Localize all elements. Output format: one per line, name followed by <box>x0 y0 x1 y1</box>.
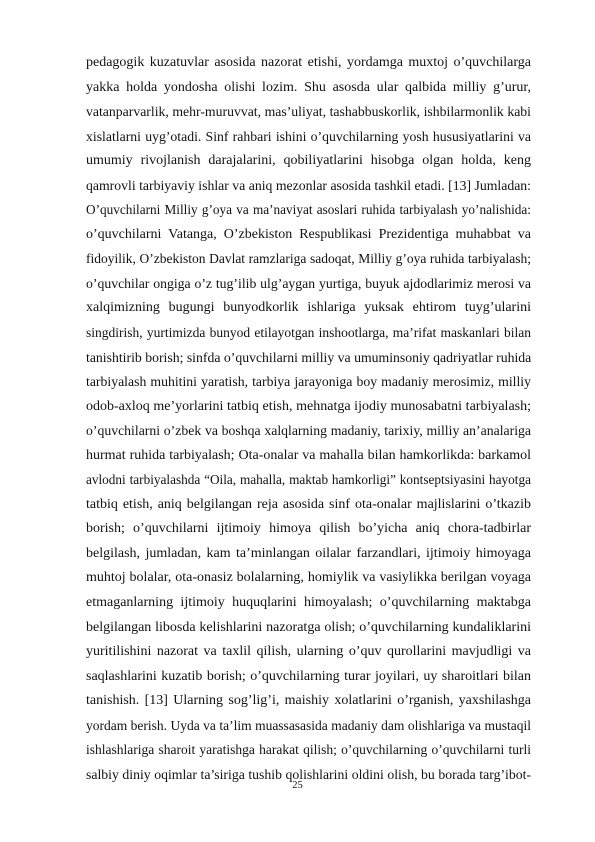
text-line: pedagogik kuzatuvlar asosida nazorat etishi, yordamga muxtoj o’quvchilarga <box>86 55 531 70</box>
text-line: yordam berish. Uyda va ta’lim muassasasida madaniy dam olishlariga va mustaqil <box>86 717 531 733</box>
text-line: yuritilishini nazorat va taxlil qilish, ularning o’quv qurollarini mavjudligi va <box>86 644 531 660</box>
text-line: tatbiq etish, aniq belgilangan reja asosida sinf ota-onalar majlislarini o’tkazib <box>86 496 531 512</box>
text-line: vatanparvarlik, mehr-muruvvat, mas’uliyat, tashabbuskorlik, ishbilarmonlik kabi <box>86 104 531 120</box>
text-line: umumiy rivojlanish darajalarini, qobiliyatlarini hisobga olgan holda, keng <box>86 153 531 169</box>
body-text <box>86 51 531 787</box>
text-line: belgilash, jumladan, kam ta’minlangan oilalar farzandlari, ijtimoiy himoyaga <box>86 545 531 561</box>
text-line: hurmat ruhida tarbiyalash; Ota-onalar va mahalla bilan hamkorlikda: barkamol <box>86 447 531 463</box>
text-line: avlodni tarbiyalashda “Oila, mahalla, maktab hamkorligi” kontseptsiyasini hayotga <box>86 472 531 488</box>
text-line: singdirish, yurtimizda bunyod etilayotgan inshootlarga, ma’rifat maskanlari bilan <box>86 325 531 341</box>
text-line: etmaganlarning ijtimoiy huquqlarini himoyalash; o’quvchilarning maktabga <box>86 595 531 611</box>
text-line: salbiy diniy oqimlar ta’siriga tushib qolishlarini oldini olish, bu borada targ’ibot- <box>86 766 531 782</box>
text-line: xislatlarni uyg’otadi. Sinf rahbari ishini o’quvchilarning yosh hususiyatlarini va <box>86 128 531 144</box>
text-line: ishlashlariga sharoit yaratishga harakat qilish; o’quvchilarning o’quvchilarni turli <box>86 742 531 758</box>
text-line: O’quvchilarni Milliy g’oya va ma’naviyat asoslari ruhida tarbiyalash yo’nalishida: <box>86 202 531 218</box>
text-line: belgilangan libosda kelishlarini nazoratga olish; o’quvchilarning kundaliklarini <box>86 619 531 635</box>
text-line: odob-axloq me’yorlarini tatbiq etish, mehnatga ijodiy munosabatni tarbiyalash; <box>86 398 531 414</box>
text-line: o’quvchilarni Vatanga, O’zbekiston Respublikasi Prezidentiga muhabbat va <box>86 226 531 242</box>
text-line: tanishish. [13] Ularning sog’lig’i, maishiy xolatlarini o’rganish, yaxshilashga <box>86 693 531 709</box>
text-line: xalqimizning bugungi bunyodkorlik ishlariga yuksak ehtirom tuyg’ularini <box>86 300 531 316</box>
text-line: muhtoj bolalar, ota-onasiz bolalarning, homiylik va vasiylikka berilgan voyaga <box>86 570 531 586</box>
text-line: borish; o’quvchilarni ijtimoiy himoya qilish bo’yicha aniq chora-tadbirlar <box>86 521 531 537</box>
page-number: 25 <box>292 780 303 791</box>
text-line: o’quvchilarni o’zbek va boshqa xalqlarning madaniy, tarixiy, milliy an’analariga <box>86 423 531 439</box>
text-line: fidoyilik, O’zbekiston Davlat ramzlariga sadoqat, Milliy g’oya ruhida tarbiyalash; <box>86 251 531 267</box>
text-line: saqlashlarini kuzatib borish; o’quvchilarning turar joyilari, uy sharoitlari bilan <box>86 668 531 684</box>
text-line: tanishtirib borish; sinfda o’quvchilarni milliy va umuminsoniy qadriyatlar ruhida <box>86 349 531 365</box>
text-line: yakka holda yondosha olishi lozim. Shu asosda ular qalbida milliy g’urur, <box>86 79 531 95</box>
text-line: o’quvchilar ongiga o’z tug’ilib ulg’aygan yurtiga, buyuk ajdodlarimiz merosi va <box>86 275 531 291</box>
text-line: tarbiyalash muhitini yaratish, tarbiya jarayoniga boy madaniy merosimiz, milliy <box>86 374 531 390</box>
text-line: qamrovli tarbiyaviy ishlar va aniq mezonlar asosida tashkil etadi. [13] Jumladan: <box>86 177 531 193</box>
